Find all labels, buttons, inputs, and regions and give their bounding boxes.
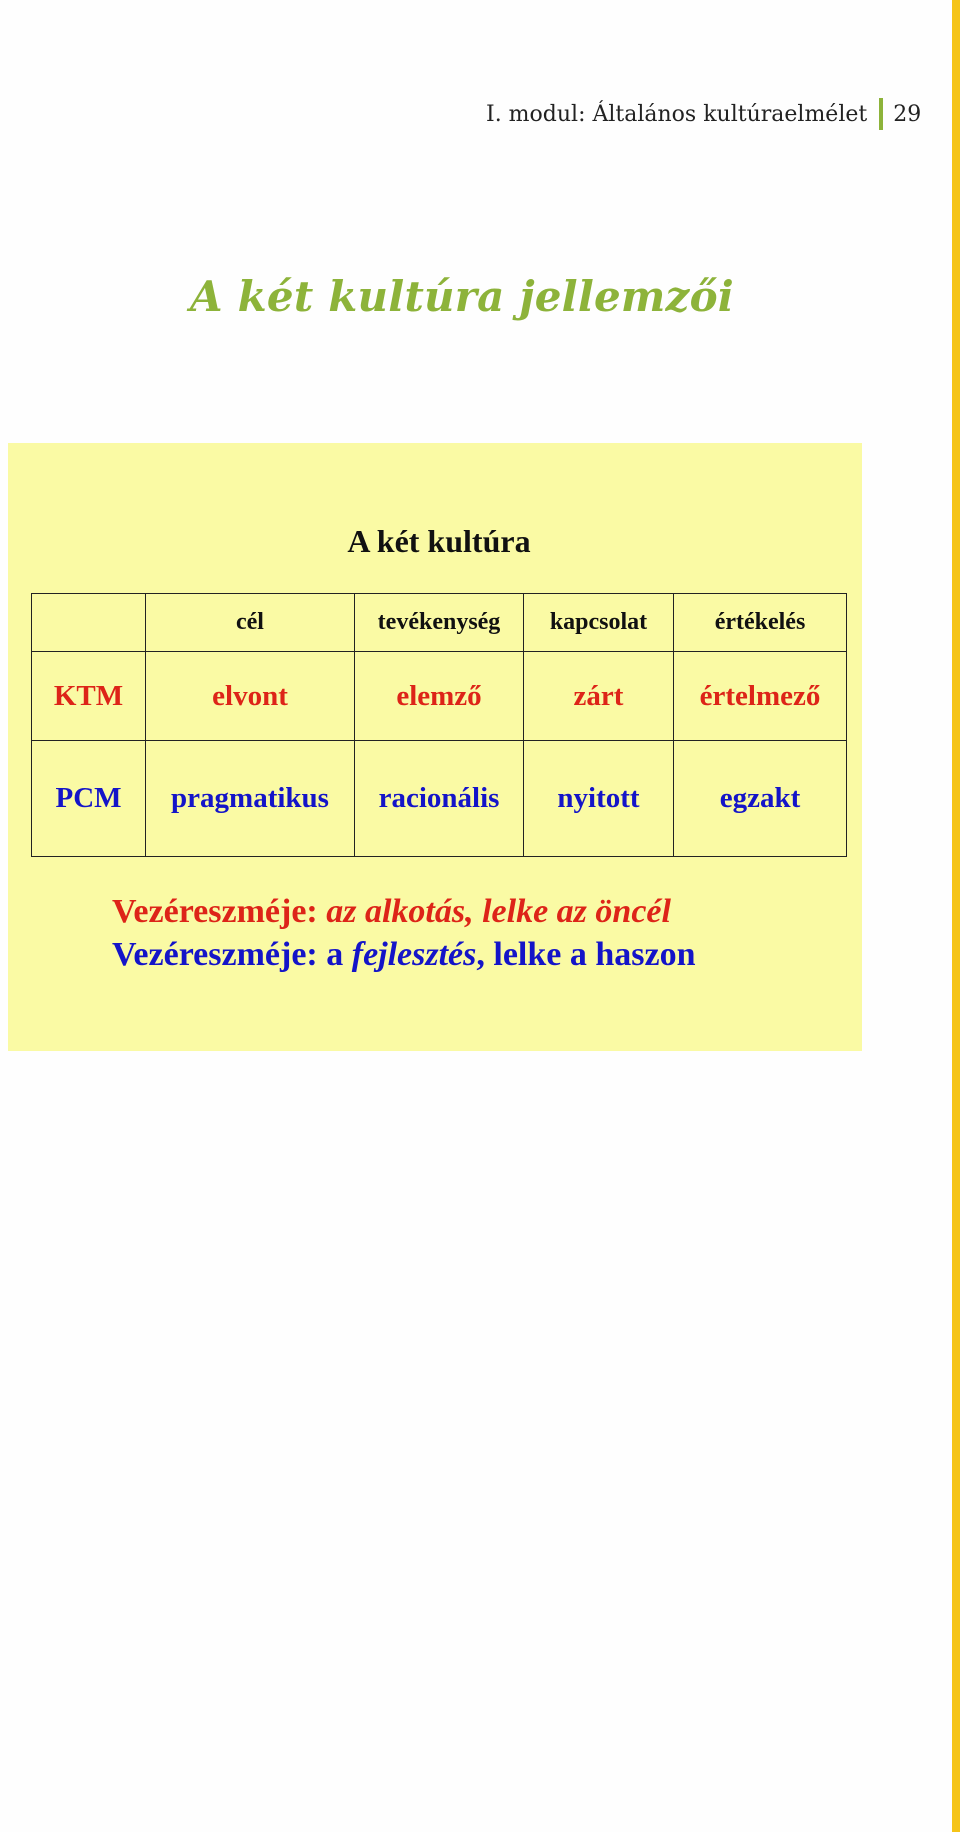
motto-pcm-suffix: , lelke a haszon <box>476 936 696 973</box>
column-header-ertekeles: értékelés <box>674 594 847 652</box>
slide-title: A két kultúra <box>347 523 531 559</box>
table-cell: elemző <box>355 652 524 741</box>
culture-comparison-table <box>31 593 847 857</box>
table-row-ktm <box>32 652 847 741</box>
header-divider <box>879 98 883 130</box>
table-header-row <box>32 594 847 652</box>
row-label-pcm: PCM <box>32 741 146 857</box>
running-title: I. modul: Általános kultúraelmélet <box>486 101 868 127</box>
column-header-tevekenyseg: tevékenység <box>355 594 524 652</box>
motto-pcm-italic: fejlesztés <box>351 936 477 973</box>
table-cell: nyitott <box>524 741 674 857</box>
table-row-pcm <box>32 741 847 857</box>
column-header-cel: cél <box>146 594 355 652</box>
table-cell: értelmező <box>674 652 847 741</box>
page-number: 29 <box>893 101 922 127</box>
table-corner-cell <box>32 594 146 652</box>
row-label-ktm: KTM <box>32 652 146 741</box>
motto-ktm-prefix: Vezéreszméje: <box>112 893 327 930</box>
running-header <box>486 96 921 132</box>
section-title: A két kultúra jellemzői <box>190 272 734 321</box>
table-cell: zárt <box>524 652 674 741</box>
table-cell: egzakt <box>674 741 847 857</box>
page-edge-stripe <box>952 0 960 1832</box>
slide-panel <box>8 443 862 1051</box>
motto-pcm <box>112 936 696 974</box>
motto-ktm <box>112 893 671 931</box>
column-header-kapcsolat: kapcsolat <box>524 594 674 652</box>
motto-pcm-prefix: Vezéreszméje: a <box>112 936 352 973</box>
table-cell: elvont <box>146 652 355 741</box>
table-cell: pragmatikus <box>146 741 355 857</box>
table-cell: racionális <box>355 741 524 857</box>
motto-ktm-italic: az alkotás, lelke az öncél <box>326 893 671 930</box>
